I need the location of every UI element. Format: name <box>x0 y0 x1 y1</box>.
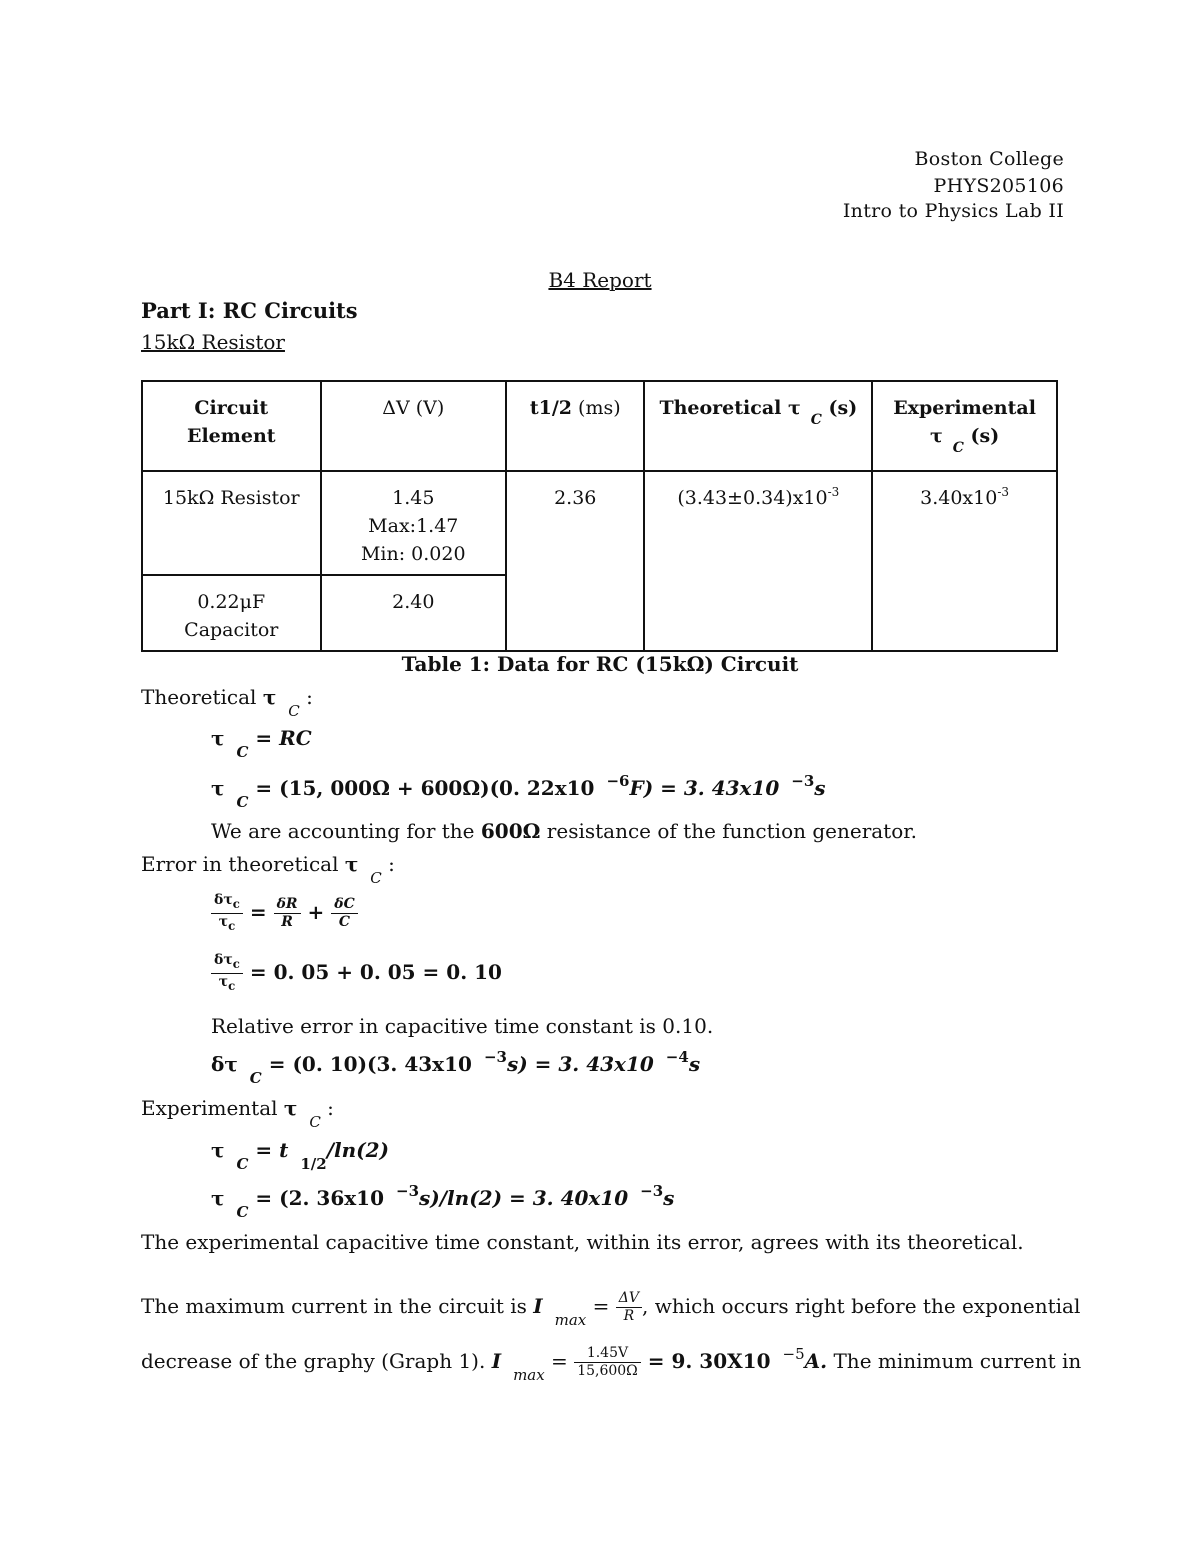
section-heading: 15kΩ Resistor <box>141 330 285 354</box>
report-title: B4 Report <box>548 268 652 292</box>
theoretical-equation-1: $\tau_C$ = RC <box>211 726 312 761</box>
header-t-half: t1/2 (ms) <box>506 381 644 471</box>
conclusion-text: The experimental capacitive time constant, within its error, agrees with its theoretical. <box>141 1230 1024 1254</box>
cell-theoretical-tau: $(3.43\pm 0.34)x10^{-3}$ <box>644 471 872 651</box>
part-heading: Part I: RC Circuits <box>141 298 358 323</box>
table-caption: Table 1: Data for RC (15kΩ) Circuit <box>401 652 799 676</box>
header-institution: Boston College <box>914 148 1064 170</box>
header-circuit-element: Circuit Element <box>142 381 321 471</box>
data-table <box>141 380 1058 652</box>
generator-resistance-note: We are accounting for the 600Ω resistance of the function generator. <box>211 819 917 843</box>
table-header-row <box>142 381 1057 471</box>
error-equation-1: $\frac{\delta\tau_c}{\tau_c}$ = $\frac{\delta R}{R}$ + $\frac{\delta C}{C}$ <box>211 892 358 935</box>
error-delta-equation: $\delta\tau_C = (0$. 10)(3. 43x10 $^{-3}$s) = 3. 43x10 $^{-4}$s <box>211 1048 701 1087</box>
relative-error-note: Relative error in capacitive time constant is 0.10. <box>211 1014 714 1038</box>
max-current-line: The maximum current in the circuit is $I_{max}$ = $\frac{\Delta V}{R}$ , which occurs right before the exponential <box>141 1290 1081 1329</box>
cell-dv-capacitor: 2.40 <box>321 575 506 651</box>
max-current-value-line: decrease of the graphy (Graph 1). $I_{max}$ = $\frac{1.45V}{15,600\Omega}$ = 9. 30X10 $^{-5}$A. The minimum current in <box>141 1345 1082 1384</box>
header-delta-v: ΔV (V) <box>321 381 506 471</box>
cell-element-capacitor: 0.22μF Capacitor <box>142 575 321 651</box>
theoretical-equation-2: $\tau_C = (15$, 000Ω + 600Ω)(0. 22x10 $^{-6}$F) = 3. 43x10 $^{-3}$s <box>211 772 826 811</box>
cell-experimental-tau: $3.40x10^{-3}$ <box>872 471 1057 651</box>
cell-t-half: 2.36 <box>506 471 644 651</box>
experimental-equation-2: $\tau_C = (2$. 36x10 $^{-3}$s)/ln(2) = 3. 40x10 $^{-3}$s <box>211 1182 675 1221</box>
table-row <box>142 471 1057 575</box>
experimental-equation-1: $\tau_C = t_{1/2}/\ln(2)$ <box>211 1138 390 1173</box>
cell-dv-resistor: 1.45 Max:1.47 Min: 0.020 <box>321 471 506 575</box>
header-course-name: Intro to Physics Lab II <box>842 200 1064 222</box>
experimental-label: Experimental $\tau_C$ : <box>141 1096 334 1131</box>
theoretical-label: Theoretical $\tau_C$ : <box>141 685 313 720</box>
header-experimental: Experimental $\tau_C$ (s) <box>872 381 1057 471</box>
header-theoretical: Theoretical $\tau_C$ (s) <box>644 381 872 471</box>
header-course: PHYS205106 <box>933 175 1064 197</box>
error-equation-2: $\frac{\delta\tau_c}{\tau_c}$ = 0. 05 + 0. 05 = 0. 10 <box>211 952 502 995</box>
error-label: Error in theoretical $\tau_C$ : <box>141 852 395 887</box>
cell-element-resistor: 15kΩ Resistor <box>142 471 321 575</box>
